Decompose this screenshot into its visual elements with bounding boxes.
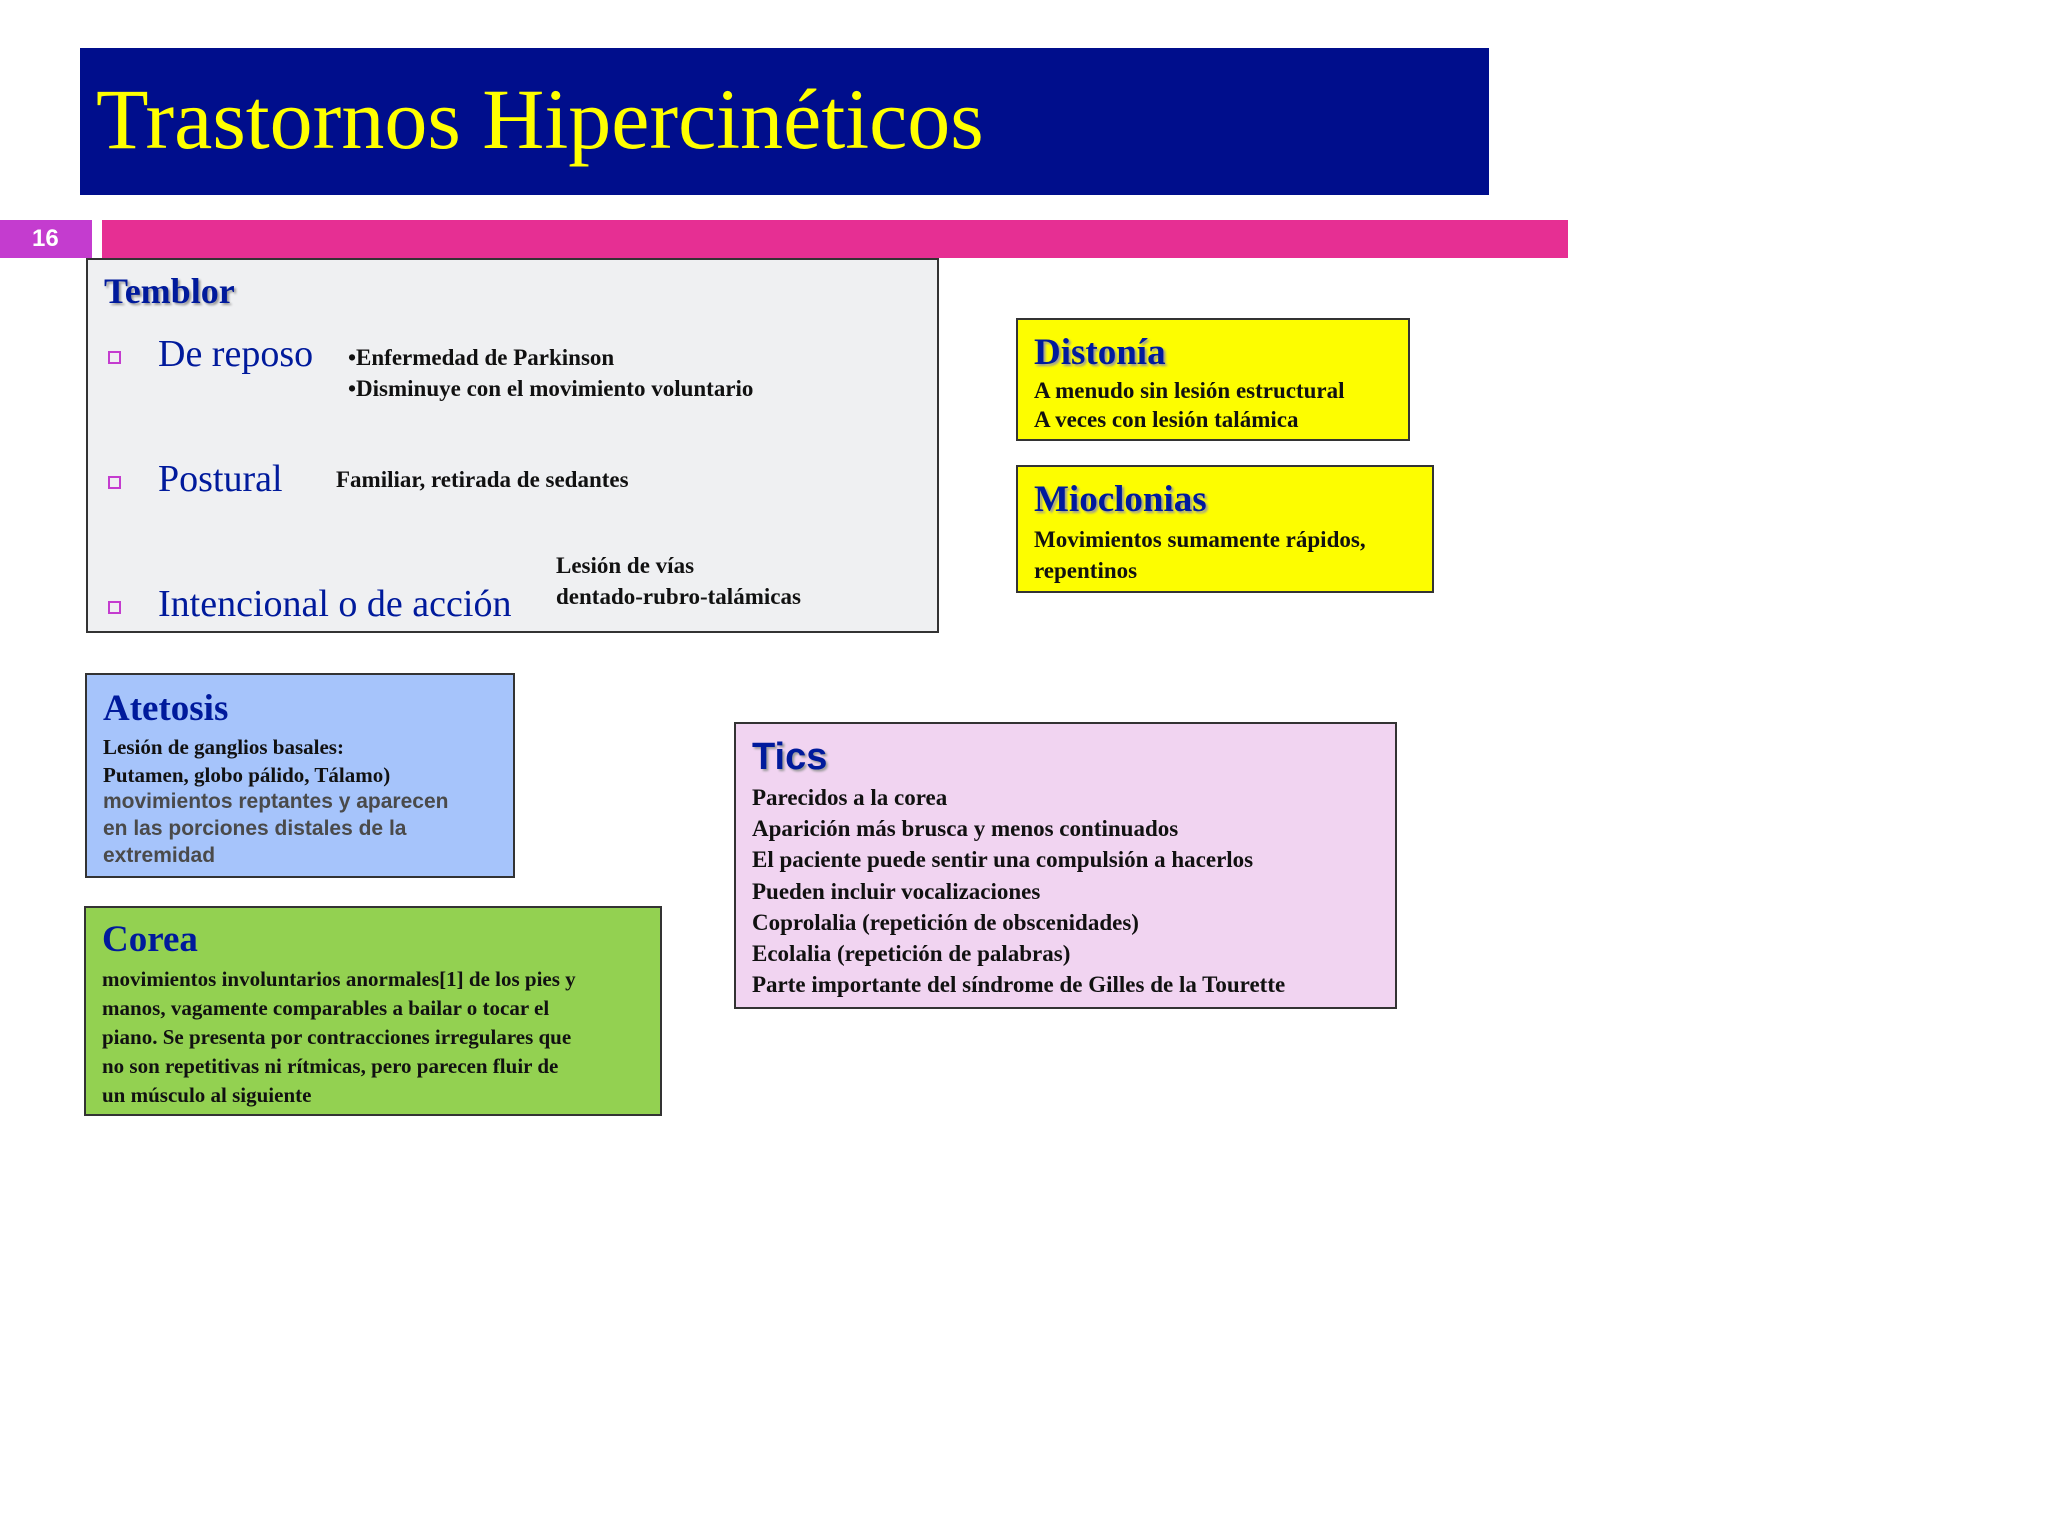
corea-line: piano. Se presenta por contracciones irregulares que bbox=[102, 1025, 572, 1049]
tics-line: Coprolalia (repetición de obscenidades) bbox=[752, 910, 1139, 935]
temblor-heading: Temblor bbox=[104, 271, 235, 311]
temblor-item-label: Intencional o de acción bbox=[158, 583, 512, 625]
temblor-item-detail: •Disminuye con el movimiento voluntario bbox=[348, 376, 754, 401]
tics-line: Ecolalia (repetición de palabras) bbox=[752, 941, 1071, 966]
mioclonias-heading: Mioclonias bbox=[1034, 479, 1207, 520]
square-bullet-icon bbox=[108, 351, 121, 364]
corea-line: no son repetitivas ni rítmicas, pero parecen fluir de bbox=[102, 1054, 559, 1078]
tics-heading: Tics bbox=[752, 736, 828, 778]
atetosis-note: movimientos reptantes y aparecen bbox=[103, 790, 449, 813]
atetosis-heading: Atetosis bbox=[103, 688, 229, 729]
slide-number: 16 bbox=[0, 220, 92, 258]
corea-line: manos, vagamente comparables a bailar o tocar el bbox=[102, 996, 550, 1020]
accent-bar bbox=[102, 220, 1568, 258]
corea-heading: Corea bbox=[102, 919, 198, 960]
atetosis-line: Lesión de ganglios basales: bbox=[103, 735, 344, 759]
tics-line: El paciente puede sentir una compulsión a hacerlos bbox=[752, 847, 1254, 872]
temblor-item-label: Postural bbox=[158, 458, 283, 500]
square-bullet-icon bbox=[108, 476, 121, 489]
temblor-item-label: De reposo bbox=[158, 333, 314, 375]
mioclonias-line: Movimientos sumamente rápidos, bbox=[1034, 527, 1366, 552]
temblor-item-detail: dentado-rubro-talámicas bbox=[556, 584, 801, 609]
distonia-box bbox=[1016, 318, 1410, 441]
atetosis-note: extremidad bbox=[103, 844, 216, 867]
distonia-line: A menudo sin lesión estructural bbox=[1034, 378, 1345, 403]
atetosis-box bbox=[85, 673, 515, 878]
tics-line: Parte importante del síndrome de Gilles de la Tourette bbox=[752, 972, 1286, 997]
tics-line: Aparición más brusca y menos continuados bbox=[752, 816, 1179, 841]
corea-line: movimientos involuntarios anormales[1] de los pies y bbox=[102, 967, 576, 991]
atetosis-line: Putamen, globo pálido, Tálamo) bbox=[103, 763, 391, 787]
temblor-box bbox=[86, 258, 939, 633]
distonia-line: A veces con lesión talámica bbox=[1034, 407, 1299, 432]
temblor-item-detail: •Enfermedad de Parkinson bbox=[348, 345, 615, 370]
mioclonias-box bbox=[1016, 465, 1434, 593]
square-bullet-icon bbox=[108, 601, 121, 614]
atetosis-note: en las porciones distales de la bbox=[103, 817, 407, 840]
temblor-item-detail: Familiar, retirada de sedantes bbox=[336, 467, 629, 492]
distonia-heading: Distonía bbox=[1034, 332, 1166, 373]
corea-line: un músculo al siguiente bbox=[102, 1083, 312, 1107]
tics-line: Parecidos a la corea bbox=[752, 785, 948, 810]
tics-line: Pueden incluir vocalizaciones bbox=[752, 879, 1041, 904]
tics-box bbox=[734, 722, 1397, 1009]
temblor-item-detail: Lesión de vías bbox=[556, 553, 695, 578]
mioclonias-line: repentinos bbox=[1034, 558, 1138, 583]
corea-box bbox=[84, 906, 662, 1116]
slide-title: Trastornos Hipercinéticos bbox=[96, 71, 984, 167]
